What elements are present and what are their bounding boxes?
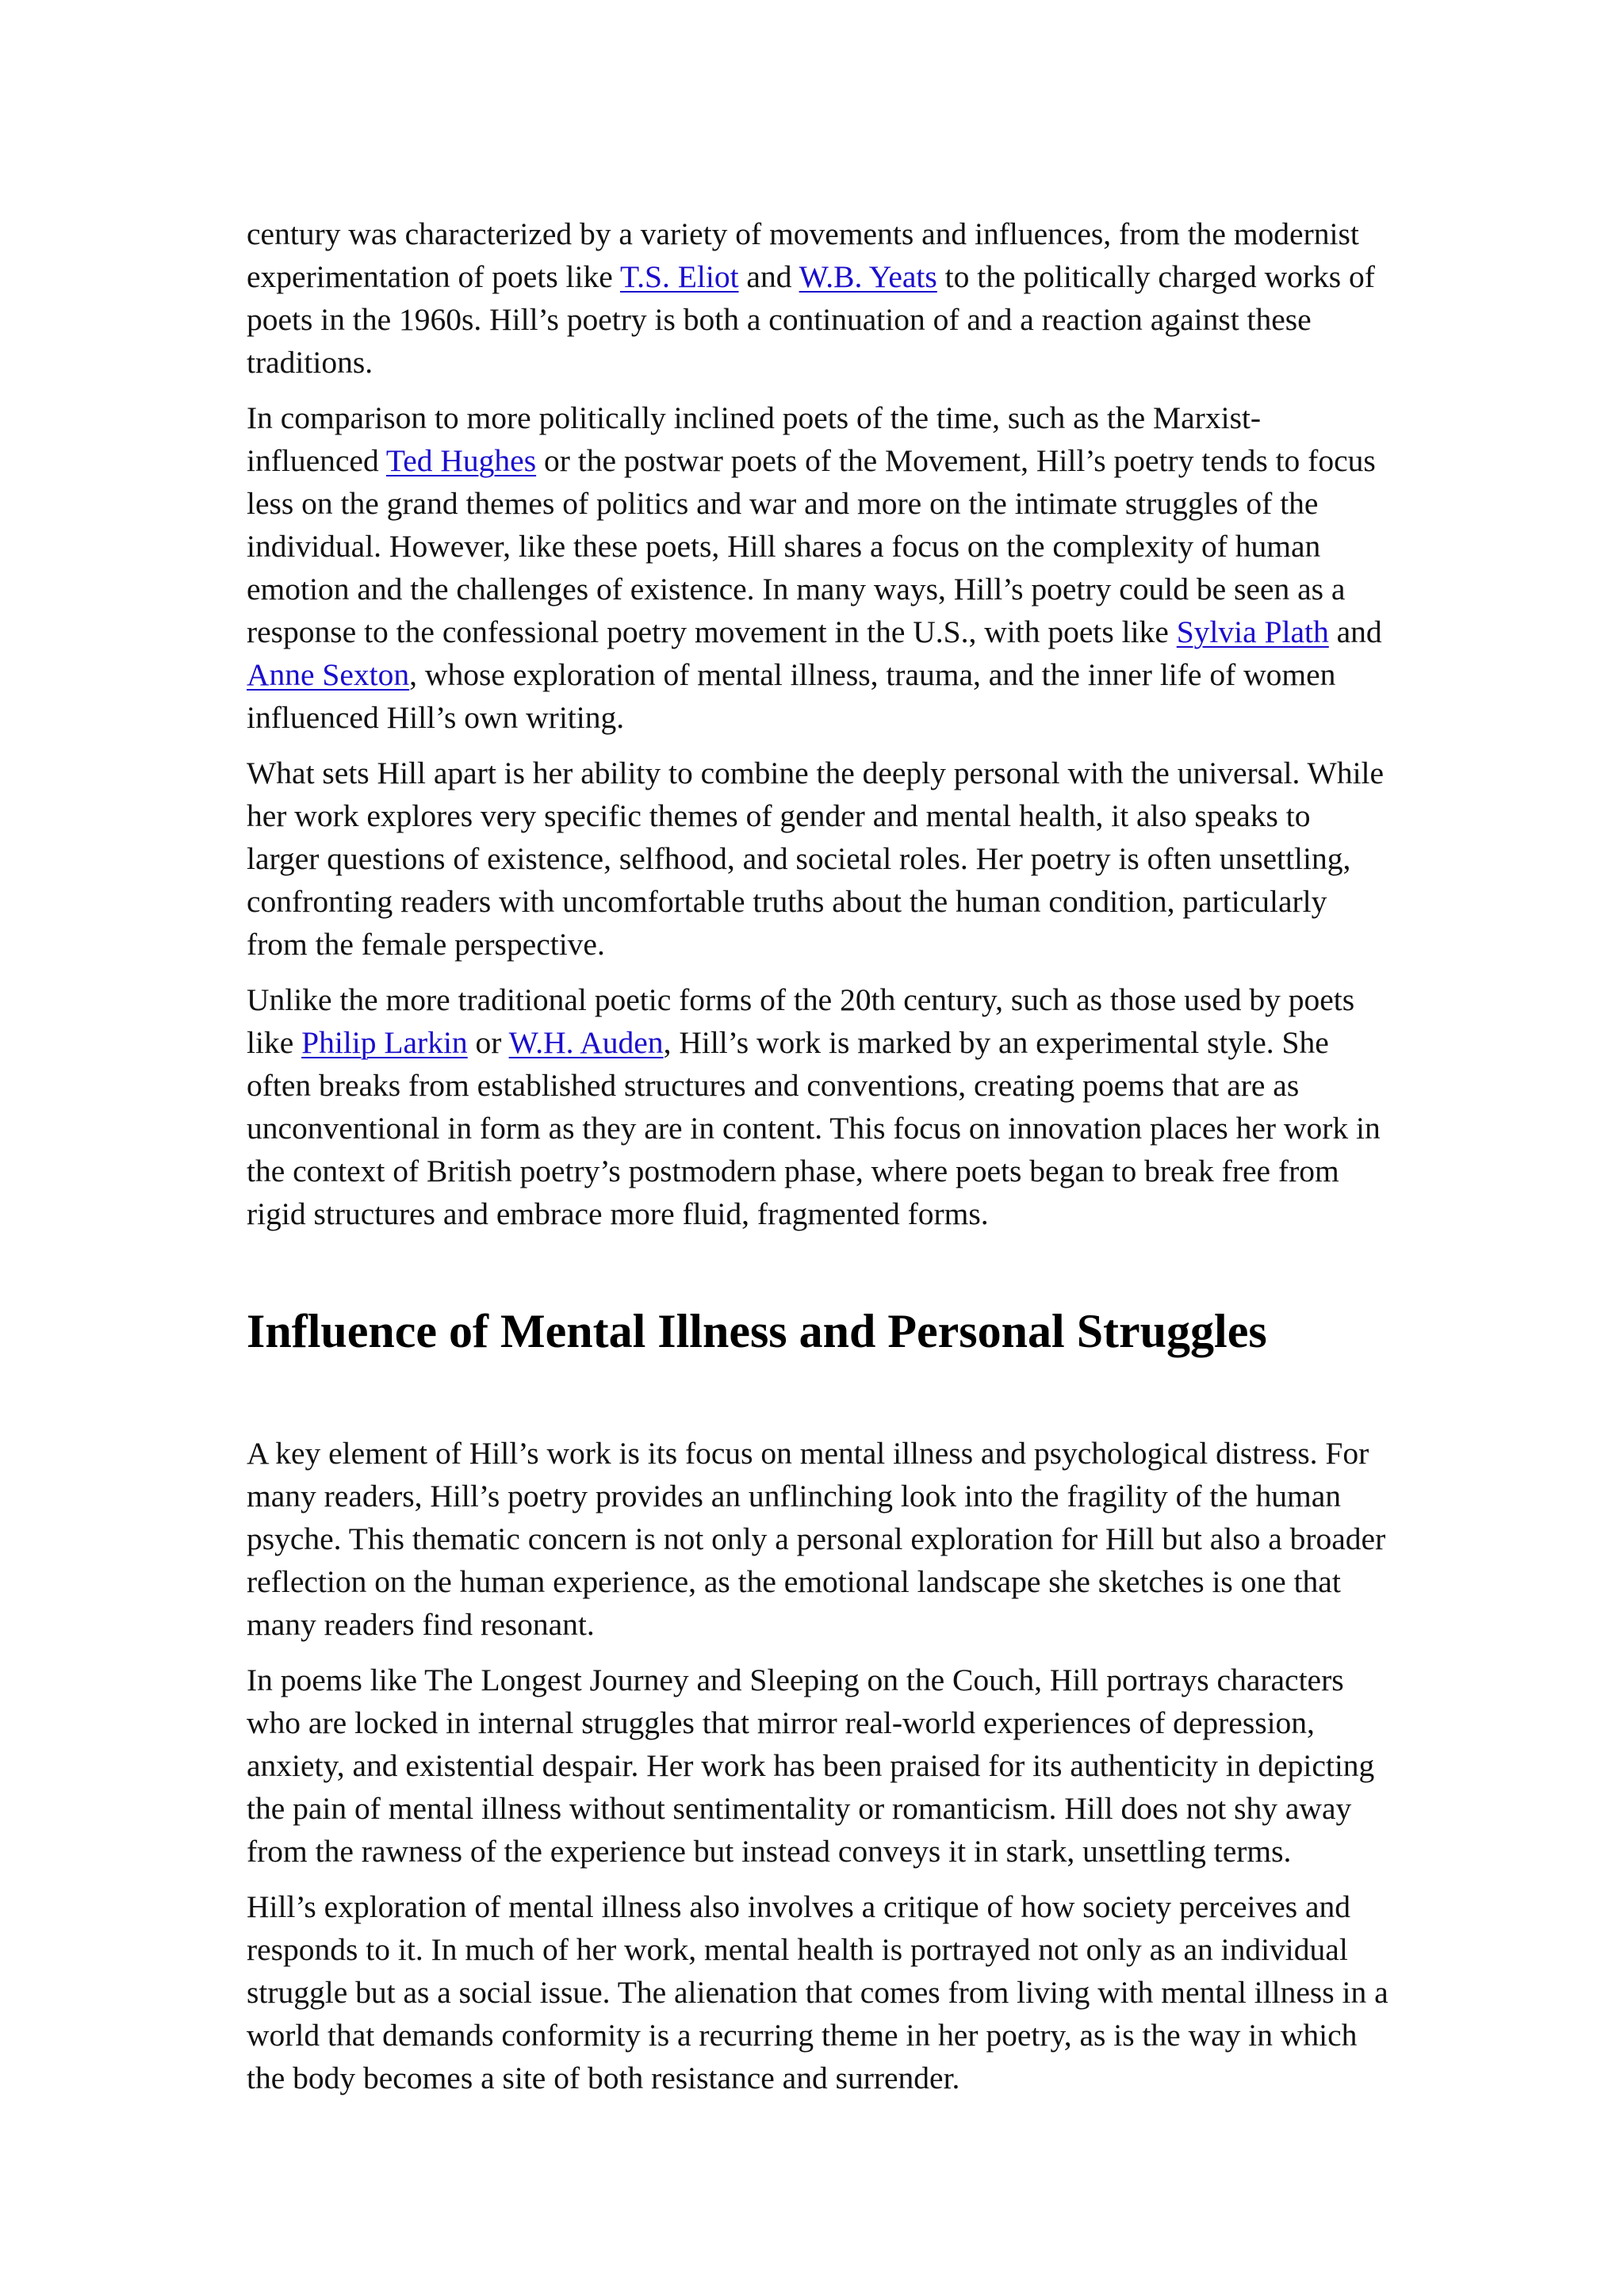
inline-link[interactable]: Philip Larkin — [301, 1025, 468, 1060]
paragraph-text: century was characterized by a variety of movements and influences, from the modernist experimentation of poets like — [247, 216, 1359, 294]
paragraph — [247, 1885, 1388, 2099]
paragraph-text: What sets Hill apart is her ability to combine the deeply personal with the universal. While her work explores very specific themes of gender and mental health, it also speaks to larger questions of existence, selfhood, and societal roles. Her poetry is often unsettling, confronting readers with uncomfortable truths about the human condition, particularly from the female perspective. — [247, 756, 1385, 962]
inline-link[interactable]: T.S. Eliot — [619, 259, 739, 294]
paragraph-text: , whose exploration of mental illness, trauma, and the inner life of women influenced Hill’s own writing. — [247, 657, 1336, 735]
paragraph-text: and — [1328, 614, 1382, 649]
inline-link[interactable]: W.H. Auden — [508, 1025, 664, 1060]
document-page — [247, 212, 1388, 2112]
paragraph-text: Hill’s exploration of mental illness also involves a critique of how society perceives and responds to it. In much of her work, mental health is portrayed not only as an individual struggle but as a social issue. The alienation that comes from living with mental illness in a world that demands conformity is a recurring theme in her poetry, as is the way in which the body becomes a site of both resistance and surrender. — [247, 1889, 1388, 2095]
paragraph-text: and — [738, 259, 799, 294]
paragraph — [247, 752, 1388, 966]
inline-link[interactable]: Ted Hughes — [385, 443, 537, 478]
body-text-top — [247, 212, 1388, 1235]
paragraph-text: or — [467, 1025, 509, 1060]
inline-link[interactable]: Sylvia Plath — [1176, 614, 1329, 649]
paragraph-text: , Hill’s work is marked by an experimental style. She often breaks from established structures and conventions, creating poems that are as unconventional in form as they are in content. This focus on innovation places her work in the context of British poetry’s postmodern phase, where poets began to break free from rigid structures and embrace more fluid, fragmented forms. — [247, 1025, 1381, 1231]
paragraph-text: Unlike the more traditional poetic forms of the 20th century, such as those used by poets like — [247, 982, 1355, 1060]
paragraph — [247, 212, 1388, 384]
body-text-bottom — [247, 1432, 1388, 2099]
paragraph-text: or the postwar poets of the Movement, Hill’s poetry tends to focus less on the grand themes of politics and war and more on the intimate struggles of the individual. However, like these poets, Hill shares a focus on the complexity of human emotion and the challenges of existence. In many ways, Hill’s poetry could be seen as a response to the confessional poetry movement in the U.S., with poets like — [247, 443, 1376, 649]
inline-link[interactable]: Anne Sexton — [247, 657, 410, 692]
paragraph — [247, 1659, 1388, 1873]
inline-link[interactable]: W.B. Yeats — [799, 259, 937, 294]
paragraph — [247, 1432, 1388, 1646]
paragraph-text: to the politically charged works of poets in the 1960s. Hill’s poetry is both a continuation of and a reaction against these traditions. — [247, 259, 1375, 380]
paragraph-text: A key element of Hill’s work is its focus on mental illness and psychological distress. For many readers, Hill’s poetry provides an unflinching look into the fragility of the human psyche. This thematic concern is not only a personal exploration for Hill but also a broader reflection on the human experience, as the emotional landscape she sketches is one that many readers find resonant. — [247, 1436, 1386, 1642]
paragraph — [247, 978, 1388, 1235]
paragraph-text: In comparison to more politically inclined poets of the time, such as the Marxist-influenced — [247, 400, 1262, 478]
section-heading: Influence of Mental Illness and Personal Struggles — [247, 1305, 1267, 1357]
paragraph-text: In poems like The Longest Journey and Sleeping on the Couch, Hill portrays characters who are locked in internal struggles that mirror real-world experiences of depression, anxiety, and existential despair. Her work has been praised for its authenticity in depicting the pain of mental illness without sentimentality or romanticism. Hill does not shy away from the rawness of the experience but instead conveys it in stark, unsettling terms. — [247, 1663, 1375, 1869]
paragraph — [247, 396, 1388, 739]
